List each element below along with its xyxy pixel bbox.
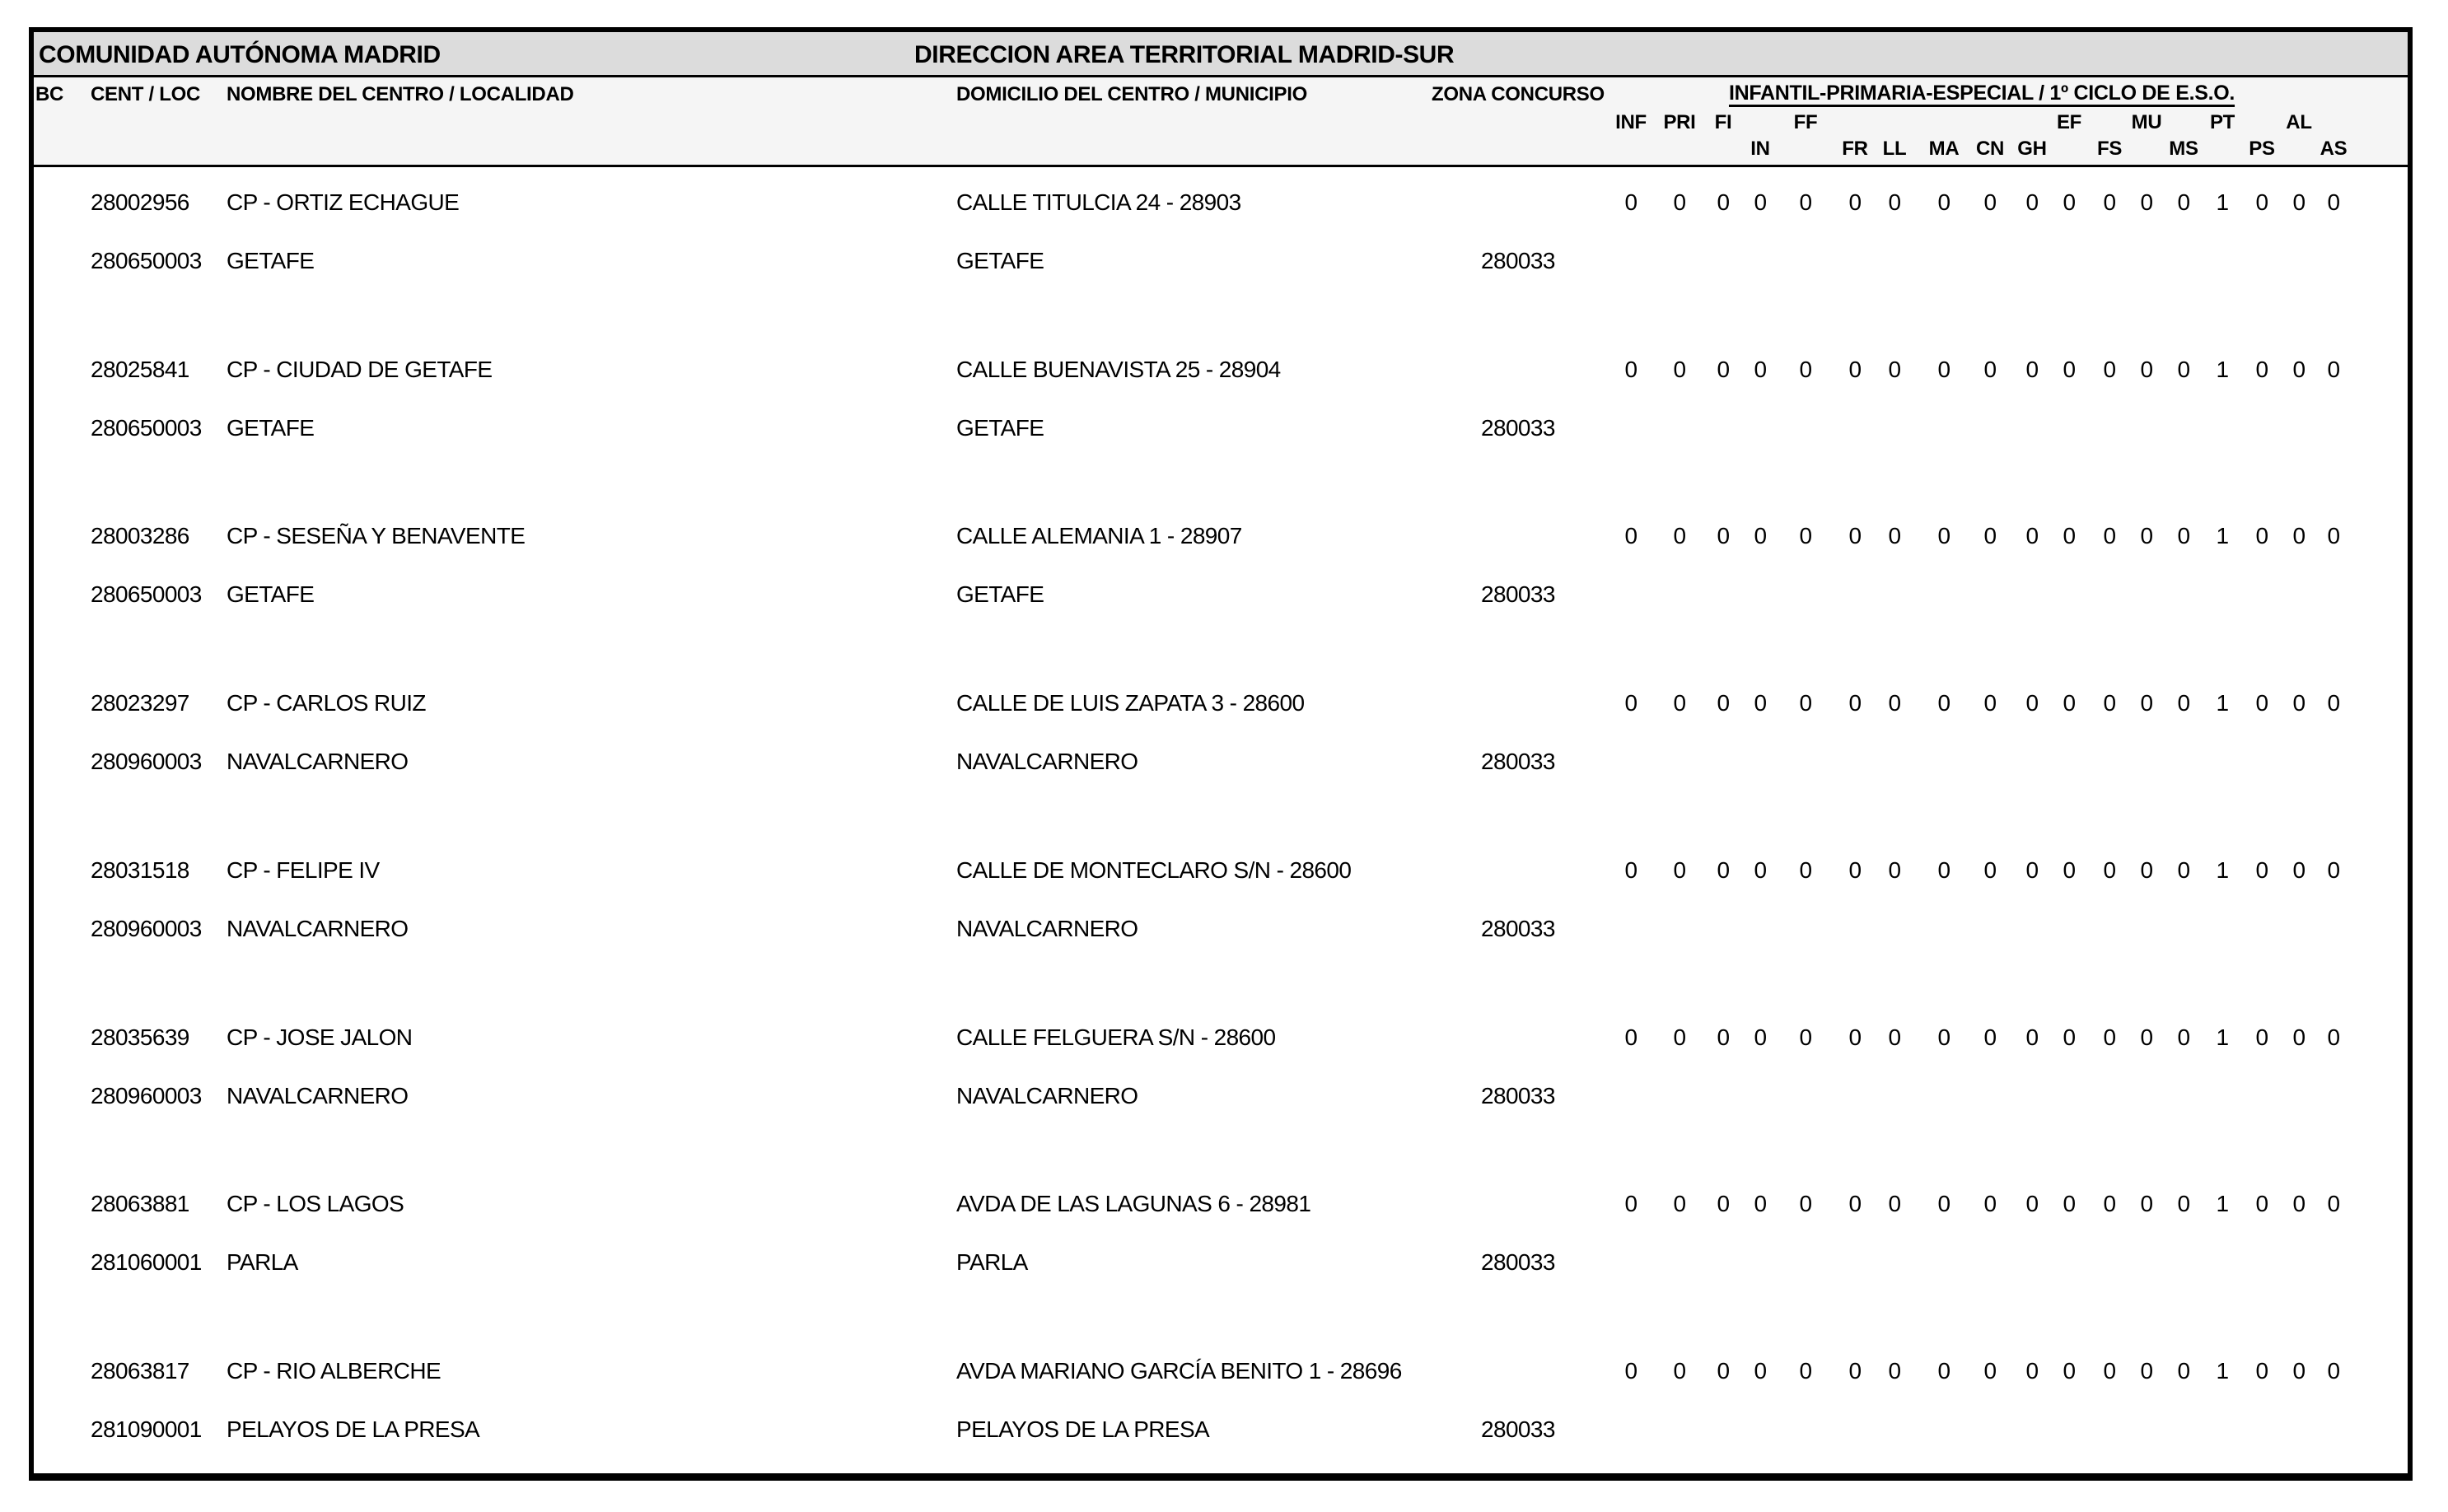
subject-value-fr: 0 <box>1848 1024 1862 1050</box>
center-code: 28031518 <box>91 857 189 883</box>
subject-value-ff: 0 <box>1799 189 1812 215</box>
subject-value-ma: 0 <box>1937 1358 1950 1384</box>
subject-value-cn: 0 <box>1983 857 1997 883</box>
column-header-fr: FR <box>1842 138 1868 160</box>
subject-value-ps: 0 <box>2255 1191 2268 1216</box>
zone-code: 280033 <box>1481 1416 1555 1442</box>
subject-value-cn: 0 <box>1983 357 1997 382</box>
subject-value-fr: 0 <box>1848 189 1862 215</box>
subject-value-ps: 0 <box>2255 1358 2268 1384</box>
subject-value-ll: 0 <box>1888 857 1901 883</box>
subject-value-al: 0 <box>2292 1024 2306 1050</box>
subject-value-gh: 0 <box>2025 357 2039 382</box>
subject-value-al: 0 <box>2292 189 2306 215</box>
subject-value-in: 0 <box>1754 690 1767 716</box>
subject-value-ef: 0 <box>2063 1024 2076 1050</box>
zone-code: 280033 <box>1481 248 1555 273</box>
municipality-name: GETAFE <box>956 581 1044 607</box>
subject-value-fi: 0 <box>1717 857 1730 883</box>
subject-value-in: 0 <box>1754 523 1767 548</box>
subject-value-fs: 0 <box>2103 189 2116 215</box>
subject-value-fi: 0 <box>1717 357 1730 382</box>
subject-value-ma: 0 <box>1937 857 1950 883</box>
school-vacancy-listing <box>29 27 2413 1481</box>
center-name: CP - RIO ALBERCHE <box>227 1358 441 1384</box>
column-header-bc: BC <box>35 83 64 105</box>
subject-value-ef: 0 <box>2063 189 2076 215</box>
subject-value-ef: 0 <box>2063 1191 2076 1216</box>
subject-value-pri: 0 <box>1673 690 1686 716</box>
column-header-ll: LL <box>1882 138 1907 160</box>
center-address: CALLE ALEMANIA 1 - 28907 <box>956 523 1242 548</box>
column-header-cent-loc: CENT / LOC <box>91 83 200 105</box>
subject-value-fs: 0 <box>2103 357 2116 382</box>
center-address: CALLE DE LUIS ZAPATA 3 - 28600 <box>956 690 1305 716</box>
subject-value-al: 0 <box>2292 1358 2306 1384</box>
municipality-name: GETAFE <box>956 248 1044 273</box>
locality-name: PELAYOS DE LA PRESA <box>227 1416 480 1442</box>
subject-value-mu: 0 <box>2140 189 2153 215</box>
column-header-pt: PT <box>2209 111 2235 133</box>
locality-code: 280650003 <box>91 248 202 273</box>
column-header-gh: GH <box>2017 138 2047 160</box>
locality-name: NAVALCARNERO <box>227 749 409 774</box>
subject-value-pt: 1 <box>2216 1024 2229 1050</box>
subject-value-cn: 0 <box>1983 690 1997 716</box>
center-code: 28063817 <box>91 1358 189 1384</box>
subject-value-ma: 0 <box>1937 1024 1950 1050</box>
center-code: 28025841 <box>91 357 189 382</box>
subject-value-pri: 0 <box>1673 857 1686 883</box>
subject-value-fi: 0 <box>1717 1191 1730 1216</box>
subject-value-fi: 0 <box>1717 1358 1730 1384</box>
locality-name: GETAFE <box>227 248 315 273</box>
center-code: 28003286 <box>91 523 189 548</box>
zone-code: 280033 <box>1481 1249 1555 1275</box>
subject-value-pri: 0 <box>1673 1024 1686 1050</box>
column-header-zona: ZONA CONCURSO <box>1432 83 1605 105</box>
center-address: AVDA MARIANO GARCÍA BENITO 1 - 28696 <box>956 1358 1402 1384</box>
center-address: CALLE TITULCIA 24 - 28903 <box>956 189 1241 215</box>
subject-value-fr: 0 <box>1848 523 1862 548</box>
subject-value-as: 0 <box>2327 189 2340 215</box>
center-row <box>34 857 2408 973</box>
subject-value-ff: 0 <box>1799 1191 1812 1216</box>
subject-value-ff: 0 <box>1799 1358 1812 1384</box>
subject-value-ma: 0 <box>1937 189 1950 215</box>
subject-value-as: 0 <box>2327 1024 2340 1050</box>
center-name: CP - JOSE JALON <box>227 1024 413 1050</box>
subject-value-in: 0 <box>1754 357 1767 382</box>
center-name: CP - CIUDAD DE GETAFE <box>227 357 493 382</box>
subject-value-pt: 1 <box>2216 189 2229 215</box>
column-header-ff: FF <box>1793 111 1818 133</box>
locality-name: NAVALCARNERO <box>227 1083 409 1108</box>
column-header-fs: FS <box>2096 138 2123 160</box>
center-code: 28035639 <box>91 1024 189 1050</box>
subject-value-mu: 0 <box>2140 1191 2153 1216</box>
center-rows <box>34 170 2408 1473</box>
column-header-ps: PS <box>2249 138 2275 160</box>
locality-name: GETAFE <box>227 415 315 441</box>
subject-value-al: 0 <box>2292 523 2306 548</box>
subject-value-as: 0 <box>2327 1358 2340 1384</box>
subject-value-ll: 0 <box>1888 189 1901 215</box>
column-header-as: AS <box>2320 138 2348 160</box>
center-address: AVDA DE LAS LAGUNAS 6 - 28981 <box>956 1191 1311 1216</box>
subject-value-pri: 0 <box>1673 1358 1686 1384</box>
municipality-name: NAVALCARNERO <box>956 916 1138 941</box>
center-row <box>34 357 2408 472</box>
municipality-name: NAVALCARNERO <box>956 1083 1138 1108</box>
subject-value-ll: 0 <box>1888 1024 1901 1050</box>
municipality-name: PARLA <box>956 1249 1028 1275</box>
zone-code: 280033 <box>1481 749 1555 774</box>
subject-value-fr: 0 <box>1848 857 1862 883</box>
subject-value-ma: 0 <box>1937 357 1950 382</box>
center-name: CP - FELIPE IV <box>227 857 380 883</box>
subject-value-fi: 0 <box>1717 189 1730 215</box>
column-header-inf: INF <box>1615 111 1647 133</box>
subject-value-gh: 0 <box>2025 857 2039 883</box>
subject-value-fr: 0 <box>1848 1191 1862 1216</box>
locality-code: 280650003 <box>91 415 202 441</box>
subject-value-pt: 1 <box>2216 857 2229 883</box>
subject-value-fs: 0 <box>2103 857 2116 883</box>
subject-value-as: 0 <box>2327 523 2340 548</box>
column-header-ef: EF <box>2056 111 2082 133</box>
subject-value-in: 0 <box>1754 1024 1767 1050</box>
subject-value-pt: 1 <box>2216 1191 2229 1216</box>
column-header-ms: MS <box>2169 138 2198 160</box>
subject-value-ff: 0 <box>1799 1024 1812 1050</box>
subject-value-ff: 0 <box>1799 523 1812 548</box>
subject-value-ps: 0 <box>2255 1024 2268 1050</box>
center-row <box>34 523 2408 638</box>
subject-value-ef: 0 <box>2063 857 2076 883</box>
group-title-infantil-primaria: INFANTIL-PRIMARIA-ESPECIAL / 1º CICLO DE E.S.O. <box>1728 82 2235 105</box>
subject-value-fr: 0 <box>1848 690 1862 716</box>
subject-value-fs: 0 <box>2103 690 2116 716</box>
subject-value-inf: 0 <box>1624 690 1637 716</box>
subject-value-fi: 0 <box>1717 523 1730 548</box>
subject-value-in: 0 <box>1754 857 1767 883</box>
subject-value-as: 0 <box>2327 1191 2340 1216</box>
subject-value-cn: 0 <box>1983 1191 1997 1216</box>
center-row <box>34 1191 2408 1306</box>
subject-value-al: 0 <box>2292 690 2306 716</box>
subject-value-pri: 0 <box>1673 523 1686 548</box>
subject-value-gh: 0 <box>2025 690 2039 716</box>
column-header-fi: FI <box>1714 111 1732 133</box>
subject-value-ms: 0 <box>2177 523 2190 548</box>
subject-value-ef: 0 <box>2063 357 2076 382</box>
subject-value-inf: 0 <box>1624 1191 1637 1216</box>
locality-code: 280960003 <box>91 749 202 774</box>
subject-value-inf: 0 <box>1624 357 1637 382</box>
subject-value-ms: 0 <box>2177 1358 2190 1384</box>
column-header-ma: MA <box>1928 138 1960 160</box>
subject-value-cn: 0 <box>1983 189 1997 215</box>
municipality-name: GETAFE <box>956 415 1044 441</box>
center-row <box>34 1024 2408 1140</box>
locality-name: PARLA <box>227 1249 298 1275</box>
subject-value-fi: 0 <box>1717 1024 1730 1050</box>
subject-value-pri: 0 <box>1673 1191 1686 1216</box>
subject-value-mu: 0 <box>2140 523 2153 548</box>
subject-value-gh: 0 <box>2025 523 2039 548</box>
column-header-al: AL <box>2286 111 2312 133</box>
subject-value-mu: 0 <box>2140 690 2153 716</box>
center-address: CALLE FELGUERA S/N - 28600 <box>956 1024 1276 1050</box>
subject-value-ef: 0 <box>2063 523 2076 548</box>
subject-value-inf: 0 <box>1624 1358 1637 1384</box>
center-name: CP - SESEÑA Y BENAVENTE <box>227 523 526 548</box>
subject-value-ps: 0 <box>2255 189 2268 215</box>
subject-value-ps: 0 <box>2255 857 2268 883</box>
subject-value-as: 0 <box>2327 690 2340 716</box>
center-name: CP - ORTIZ ECHAGUE <box>227 189 460 215</box>
center-address: CALLE DE MONTECLARO S/N - 28600 <box>956 857 1352 883</box>
subject-value-ff: 0 <box>1799 690 1812 716</box>
column-header-nombre: NOMBRE DEL CENTRO / LOCALIDAD <box>227 83 574 105</box>
subject-value-cn: 0 <box>1983 523 1997 548</box>
locality-code: 280650003 <box>91 581 202 607</box>
column-header-domicilio: DOMICILIO DEL CENTRO / MUNICIPIO <box>956 83 1307 105</box>
subject-value-mu: 0 <box>2140 1024 2153 1050</box>
subject-value-fs: 0 <box>2103 523 2116 548</box>
locality-code: 280960003 <box>91 916 202 941</box>
subject-value-as: 0 <box>2327 357 2340 382</box>
subject-value-mu: 0 <box>2140 357 2153 382</box>
area-title: DIRECCION AREA TERRITORIAL MADRID-SUR <box>914 41 1455 68</box>
center-code: 28023297 <box>91 690 189 716</box>
center-name: CP - CARLOS RUIZ <box>227 690 426 716</box>
subject-value-ll: 0 <box>1888 1358 1901 1384</box>
subject-value-al: 0 <box>2292 1191 2306 1216</box>
subject-value-ma: 0 <box>1937 690 1950 716</box>
subject-value-ef: 0 <box>2063 690 2076 716</box>
subject-value-mu: 0 <box>2140 1358 2153 1384</box>
subject-value-ps: 0 <box>2255 357 2268 382</box>
zone-code: 280033 <box>1481 415 1555 441</box>
zone-code: 280033 <box>1481 916 1555 941</box>
subject-value-pri: 0 <box>1673 357 1686 382</box>
subject-value-ll: 0 <box>1888 357 1901 382</box>
subject-value-cn: 0 <box>1983 1024 1997 1050</box>
subject-value-inf: 0 <box>1624 189 1637 215</box>
region-title: COMUNIDAD AUTÓNOMA MADRID <box>39 41 441 68</box>
subject-value-ms: 0 <box>2177 857 2190 883</box>
subject-value-ms: 0 <box>2177 690 2190 716</box>
subject-value-pri: 0 <box>1673 189 1686 215</box>
locality-code: 280960003 <box>91 1083 202 1108</box>
center-code: 28002956 <box>91 189 189 215</box>
column-header-pri: PRI <box>1663 111 1696 133</box>
center-name: CP - LOS LAGOS <box>227 1191 404 1216</box>
subject-value-ll: 0 <box>1888 690 1901 716</box>
subject-value-gh: 0 <box>2025 1024 2039 1050</box>
center-row <box>34 189 2408 305</box>
zone-code: 280033 <box>1481 581 1555 607</box>
subject-value-pt: 1 <box>2216 1358 2229 1384</box>
municipality-name: NAVALCARNERO <box>956 749 1138 774</box>
subject-value-ms: 0 <box>2177 1024 2190 1050</box>
subject-value-inf: 0 <box>1624 857 1637 883</box>
subject-value-pt: 1 <box>2216 690 2229 716</box>
locality-name: GETAFE <box>227 581 315 607</box>
locality-code: 281090001 <box>91 1416 202 1442</box>
subject-value-inf: 0 <box>1624 523 1637 548</box>
subject-value-ff: 0 <box>1799 357 1812 382</box>
subject-value-ms: 0 <box>2177 1191 2190 1216</box>
subject-value-in: 0 <box>1754 189 1767 215</box>
subject-value-ms: 0 <box>2177 189 2190 215</box>
column-header-mu: MU <box>2131 111 2162 133</box>
subject-value-al: 0 <box>2292 857 2306 883</box>
title-band <box>34 32 2408 77</box>
zone-code: 280033 <box>1481 1083 1555 1108</box>
subject-value-ma: 0 <box>1937 523 1950 548</box>
subject-value-ma: 0 <box>1937 1191 1950 1216</box>
subject-value-inf: 0 <box>1624 1024 1637 1050</box>
subject-value-gh: 0 <box>2025 1358 2039 1384</box>
center-row <box>34 1358 2408 1473</box>
subject-value-fs: 0 <box>2103 1191 2116 1216</box>
subject-value-fi: 0 <box>1717 690 1730 716</box>
subject-value-fs: 0 <box>2103 1358 2116 1384</box>
subject-value-fs: 0 <box>2103 1024 2116 1050</box>
subject-value-ps: 0 <box>2255 523 2268 548</box>
column-header-cn: CN <box>1975 138 2005 160</box>
subject-value-ef: 0 <box>2063 1358 2076 1384</box>
subject-value-ms: 0 <box>2177 357 2190 382</box>
center-address: CALLE BUENAVISTA 25 - 28904 <box>956 357 1281 382</box>
locality-name: NAVALCARNERO <box>227 916 409 941</box>
column-header-band <box>34 77 2408 167</box>
subject-value-al: 0 <box>2292 357 2306 382</box>
subject-value-in: 0 <box>1754 1358 1767 1384</box>
subject-value-ll: 0 <box>1888 1191 1901 1216</box>
subject-value-pt: 1 <box>2216 523 2229 548</box>
subject-value-gh: 0 <box>2025 189 2039 215</box>
subject-value-fr: 0 <box>1848 357 1862 382</box>
municipality-name: PELAYOS DE LA PRESA <box>956 1416 1210 1442</box>
center-row <box>34 690 2408 805</box>
subject-value-cn: 0 <box>1983 1358 1997 1384</box>
subject-value-mu: 0 <box>2140 857 2153 883</box>
subject-value-pt: 1 <box>2216 357 2229 382</box>
locality-code: 281060001 <box>91 1249 202 1275</box>
subject-value-ll: 0 <box>1888 523 1901 548</box>
column-header-in: IN <box>1750 138 1770 160</box>
subject-value-ff: 0 <box>1799 857 1812 883</box>
subject-value-fr: 0 <box>1848 1358 1862 1384</box>
subject-value-as: 0 <box>2327 857 2340 883</box>
center-code: 28063881 <box>91 1191 189 1216</box>
subject-value-ps: 0 <box>2255 690 2268 716</box>
subject-value-in: 0 <box>1754 1191 1767 1216</box>
subject-value-gh: 0 <box>2025 1191 2039 1216</box>
